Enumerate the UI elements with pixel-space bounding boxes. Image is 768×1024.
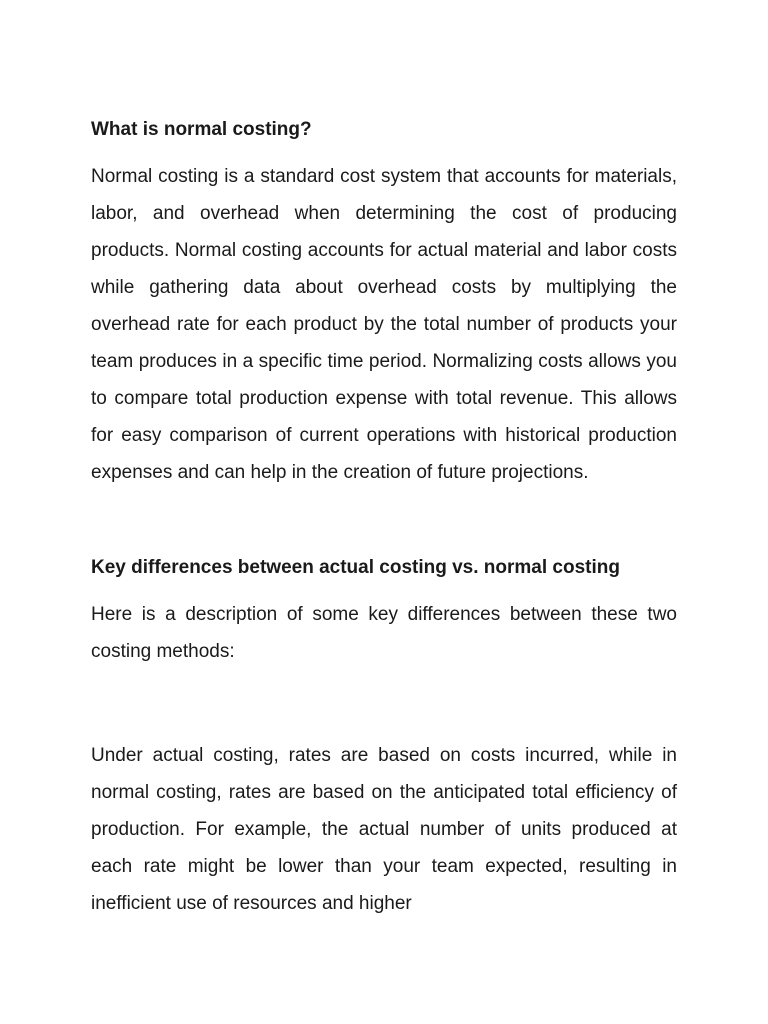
section-heading: What is normal costing? [91,119,312,140]
paragraph-intro-differences: Here is a description of some key differences between these two costing methods: [91,604,677,662]
section-subheading: Key differences between actual costing vs. normal costing [91,557,620,578]
paragraph-actual-costing: Under actual costing, rates are based on costs incurred, while in normal costing, rates are based on the anticipated total efficiency of production. For example, the actual number of units produced at each rate might be lower than your team expected, resulting in inefficient use of resources and higher [91,745,677,914]
paragraph-normal-costing: Normal costing is a standard cost system that accounts for materials, labor, and overhead when determining the cost of producing products. Normal costing accounts for actual material and labor costs while gathering data about overhead costs by multiplying the overhead rate for each product by the total number of products your team produces in a specific time period. Normalizing costs allows you to compare total production expense with total revenue. This allows for easy comparison of current operations with historical production expenses and can help in the creation of future projections. [91,166,677,483]
